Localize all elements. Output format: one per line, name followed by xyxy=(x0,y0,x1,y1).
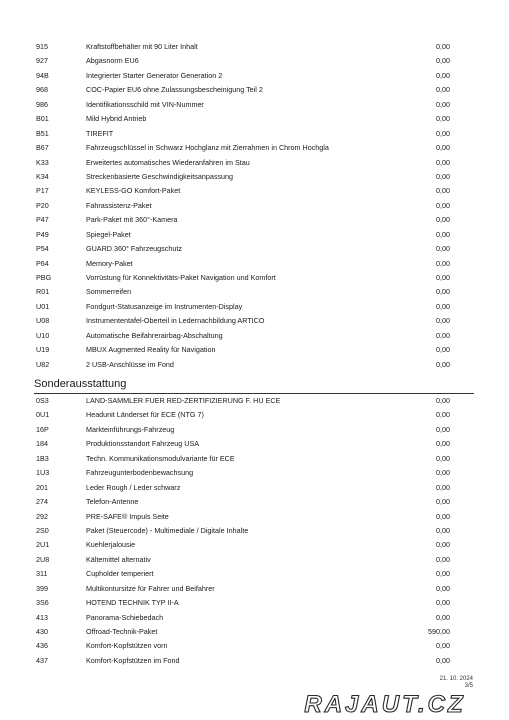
page-number: 3/5 xyxy=(464,683,473,689)
option-code: 184 xyxy=(36,439,48,449)
equipment-row xyxy=(36,510,474,524)
option-code: P64 xyxy=(36,258,49,268)
option-price: 0,00 xyxy=(436,439,450,449)
option-description: Mild Hybrid Antrieb xyxy=(86,114,147,124)
equipment-row xyxy=(36,271,474,285)
option-description: Abgasnorm EU6 xyxy=(86,56,139,66)
option-code: 3S6 xyxy=(36,598,49,608)
equipment-row xyxy=(36,553,474,567)
equipment-row xyxy=(36,654,474,668)
option-code: P54 xyxy=(36,244,49,254)
option-code: 436 xyxy=(36,641,48,651)
equipment-row xyxy=(36,285,474,299)
equipment-row xyxy=(36,481,474,495)
option-price: 0,00 xyxy=(436,569,450,579)
option-description: KEYLESS-GO Komfort-Paket xyxy=(86,186,181,196)
option-price: 0,00 xyxy=(436,345,450,355)
option-price: 0,00 xyxy=(436,229,450,239)
equipment-row xyxy=(36,437,474,451)
option-description: COC-Papier EU6 ohne Zulassungsbescheinigung Teil 2 xyxy=(86,85,263,95)
option-description: TIREFIT xyxy=(86,128,114,138)
option-code: P20 xyxy=(36,200,49,210)
option-price: 0,00 xyxy=(436,316,450,326)
option-description: Memory-Paket xyxy=(86,258,133,268)
option-description: Techn. Kommunikationsmodulvariante für ECE xyxy=(86,453,235,463)
option-price: 590,00 xyxy=(428,627,450,636)
option-price: 0,00 xyxy=(436,244,450,254)
option-price: 0,00 xyxy=(436,330,450,340)
equipment-row xyxy=(36,141,474,155)
option-description: Leder Rough / Leder schwarz xyxy=(86,482,181,492)
option-price: 0,00 xyxy=(436,85,450,95)
option-price: 0,00 xyxy=(436,301,450,311)
option-price: 0,00 xyxy=(436,525,450,535)
option-code: 94B xyxy=(36,70,49,80)
option-price: 0,00 xyxy=(436,540,450,550)
option-description: Instrumententafel-Oberteil in Ledernachbildung ARTICO xyxy=(86,316,265,326)
option-description: GUARD 360° Fahrzeugschutz xyxy=(86,244,182,254)
option-description: 2 USB-Anschlüsse im Fond xyxy=(86,359,174,369)
option-price: 0,00 xyxy=(436,70,450,80)
equipment-row xyxy=(36,199,474,213)
option-description: Fondgurt-Statusanzeige im Instrumenten-Display xyxy=(86,301,243,311)
option-code: P17 xyxy=(36,186,49,196)
equipment-row xyxy=(36,423,474,437)
equipment-row xyxy=(36,40,474,54)
option-description: MBUX Augmented Reality für Navigation xyxy=(86,345,216,355)
option-price: 0,00 xyxy=(436,56,450,66)
equipment-row xyxy=(36,170,474,184)
option-price: 0,00 xyxy=(436,511,450,521)
option-code: B67 xyxy=(36,143,49,153)
option-price: 0,00 xyxy=(436,200,450,210)
option-code: U19 xyxy=(36,345,50,355)
option-price: 0,00 xyxy=(436,497,450,507)
option-price: 0,00 xyxy=(436,612,450,622)
option-description: Panorama-Schiebedach xyxy=(86,612,164,622)
option-code: 274 xyxy=(36,497,48,507)
equipment-row xyxy=(36,213,474,227)
option-price: 0,00 xyxy=(436,424,450,434)
option-price: 0,00 xyxy=(436,273,450,282)
option-code: R01 xyxy=(36,287,50,297)
option-description: Fahrzeugunterbodenbewachsung xyxy=(86,468,194,478)
option-code: U82 xyxy=(36,359,50,369)
option-description: Kuehlerjalousie xyxy=(86,540,136,550)
equipment-row xyxy=(36,228,474,242)
option-price: 0,00 xyxy=(436,114,450,124)
equipment-row xyxy=(36,343,474,357)
option-price: 0,00 xyxy=(436,143,450,153)
equipment-row xyxy=(36,452,474,466)
option-description: Kältemittel alternativ xyxy=(86,554,151,564)
equipment-row xyxy=(36,611,474,625)
option-price: 0,00 xyxy=(436,258,450,268)
equipment-row xyxy=(36,69,474,83)
option-description: LAND-SAMMLER FUER RED-ZERTIFIZIERUNG F. HU ECE xyxy=(86,396,281,405)
equipment-row xyxy=(36,567,474,581)
option-code: 1U3 xyxy=(36,468,50,478)
option-code: 0U1 xyxy=(36,410,50,420)
option-description: Komfort-Kopfstützen vorn xyxy=(86,641,168,651)
option-price: 0,00 xyxy=(436,215,450,225)
option-code: 399 xyxy=(36,583,48,593)
option-price: 0,00 xyxy=(436,99,450,109)
option-code: 311 xyxy=(36,569,48,579)
option-price: 0,00 xyxy=(436,396,450,405)
equipment-row xyxy=(36,358,474,372)
option-description: Vorrüstung für Konnektivitäts-Paket Navigation und Komfort xyxy=(86,273,276,282)
option-price: 0,00 xyxy=(436,598,450,608)
option-code: 16P xyxy=(36,424,49,434)
option-code: P47 xyxy=(36,215,49,225)
option-code: U08 xyxy=(36,316,50,326)
option-description: Spiegel-Paket xyxy=(86,229,131,239)
equipment-row xyxy=(36,156,474,170)
option-code: 201 xyxy=(36,482,48,492)
option-code: 0S3 xyxy=(36,396,49,405)
option-price: 0,00 xyxy=(436,171,450,181)
equipment-row xyxy=(36,98,474,112)
option-description: Park-Paket mit 360°-Kamera xyxy=(86,215,178,225)
option-price: 0,00 xyxy=(436,583,450,593)
option-description: Multikontursitze für Fahrer und Beifahrer xyxy=(86,583,215,593)
option-price: 0,00 xyxy=(436,468,450,478)
equipment-row xyxy=(36,394,474,408)
option-description: Erweitertes automatisches Wiederanfahren im Stau xyxy=(86,157,250,167)
option-description: Integrierter Starter Generator Generation 2 xyxy=(86,70,223,80)
option-description: Markteinführungs-Fahrzeug xyxy=(86,424,175,434)
option-price: 0,00 xyxy=(436,128,450,138)
standard-equipment-list xyxy=(36,40,474,372)
option-description: Fahrassistenz-Paket xyxy=(86,200,152,210)
equipment-row xyxy=(36,257,474,271)
option-price: 0,00 xyxy=(436,554,450,564)
option-description: Fahrzeugschlüssel in Schwarz Hochglanz mit Zierrahmen in Chrom Hochgla xyxy=(86,143,329,153)
option-description: Kraftstoffbehälter mit 90 Liter Inhalt xyxy=(86,42,198,51)
equipment-row xyxy=(36,538,474,552)
option-description: Komfort-Kopfstützen im Fond xyxy=(86,655,180,665)
option-price: 0,00 xyxy=(436,157,450,167)
option-code: 2S0 xyxy=(36,525,49,535)
option-description: Identifikationsschild mit VIN-Nummer xyxy=(86,99,204,109)
equipment-row xyxy=(36,582,474,596)
option-price: 0,00 xyxy=(436,186,450,196)
option-description: Streckenbasierte Geschwindigkeitsanpassung xyxy=(86,171,234,181)
watermark-text: RAJAUT.CZ xyxy=(304,691,466,718)
equipment-row xyxy=(36,329,474,343)
option-description: Produktionsstandort Fahrzeug USA xyxy=(86,439,200,449)
equipment-row xyxy=(36,596,474,610)
option-price: 0,00 xyxy=(436,641,450,651)
equipment-row xyxy=(36,495,474,509)
option-description: Cupholder temperiert xyxy=(86,569,154,579)
option-code: PBG xyxy=(36,273,52,282)
option-description: Telefon-Antenne xyxy=(86,497,139,507)
option-code: 292 xyxy=(36,511,48,521)
option-code: K34 xyxy=(36,171,49,181)
option-description: Paket (Steuercode) - Multimediale / Digitale Inhalte xyxy=(86,525,249,535)
option-price: 0,00 xyxy=(436,655,450,665)
special-equipment-list xyxy=(36,394,474,668)
equipment-row xyxy=(36,54,474,68)
option-description: PRE-SAFE® Impuls Seite xyxy=(86,511,169,521)
footer-date: 21. 10. 2024 xyxy=(439,676,473,682)
option-description: Automatische Beifahrerairbag-Abschaltung xyxy=(86,330,223,340)
option-code: B51 xyxy=(36,128,49,138)
equipment-row xyxy=(36,466,474,480)
option-description: Headunit Länderset für ECE (NTG 7) xyxy=(86,410,204,420)
equipment-row xyxy=(36,83,474,97)
option-price: 0,00 xyxy=(436,42,450,51)
option-price: 0,00 xyxy=(436,482,450,492)
option-price: 0,00 xyxy=(436,410,450,420)
option-price: 0,00 xyxy=(436,359,450,369)
equipment-row xyxy=(36,314,474,328)
equipment-row xyxy=(36,112,474,126)
option-code: 927 xyxy=(36,56,48,66)
option-price: 0,00 xyxy=(436,453,450,463)
option-description: Offroad-Technik-Paket xyxy=(86,627,158,636)
option-description: Sommerreifen xyxy=(86,287,132,297)
option-code: 2U1 xyxy=(36,540,50,550)
option-code: U10 xyxy=(36,330,50,340)
option-code: 1B3 xyxy=(36,453,49,463)
option-code: U01 xyxy=(36,301,50,311)
equipment-row xyxy=(36,184,474,198)
option-description: HOTEND TECHNIK TYP II-A xyxy=(86,598,179,608)
option-code: 2U8 xyxy=(36,554,50,564)
equipment-row xyxy=(36,242,474,256)
option-code: K33 xyxy=(36,157,49,167)
equipment-row xyxy=(36,300,474,314)
option-code: 968 xyxy=(36,85,48,95)
option-code: 430 xyxy=(36,627,48,636)
option-code: P49 xyxy=(36,229,49,239)
option-code: 915 xyxy=(36,42,48,51)
option-code: B01 xyxy=(36,114,49,124)
equipment-row xyxy=(36,625,474,639)
option-code: 986 xyxy=(36,99,48,109)
option-code: 413 xyxy=(36,612,48,622)
equipment-row xyxy=(36,524,474,538)
equipment-row xyxy=(36,408,474,422)
section-title: Sonderausstattung xyxy=(34,377,474,394)
option-price: 0,00 xyxy=(436,287,450,297)
option-code: 437 xyxy=(36,655,48,665)
equipment-row xyxy=(36,639,474,653)
equipment-row xyxy=(36,127,474,141)
watermark-logo xyxy=(0,690,509,720)
